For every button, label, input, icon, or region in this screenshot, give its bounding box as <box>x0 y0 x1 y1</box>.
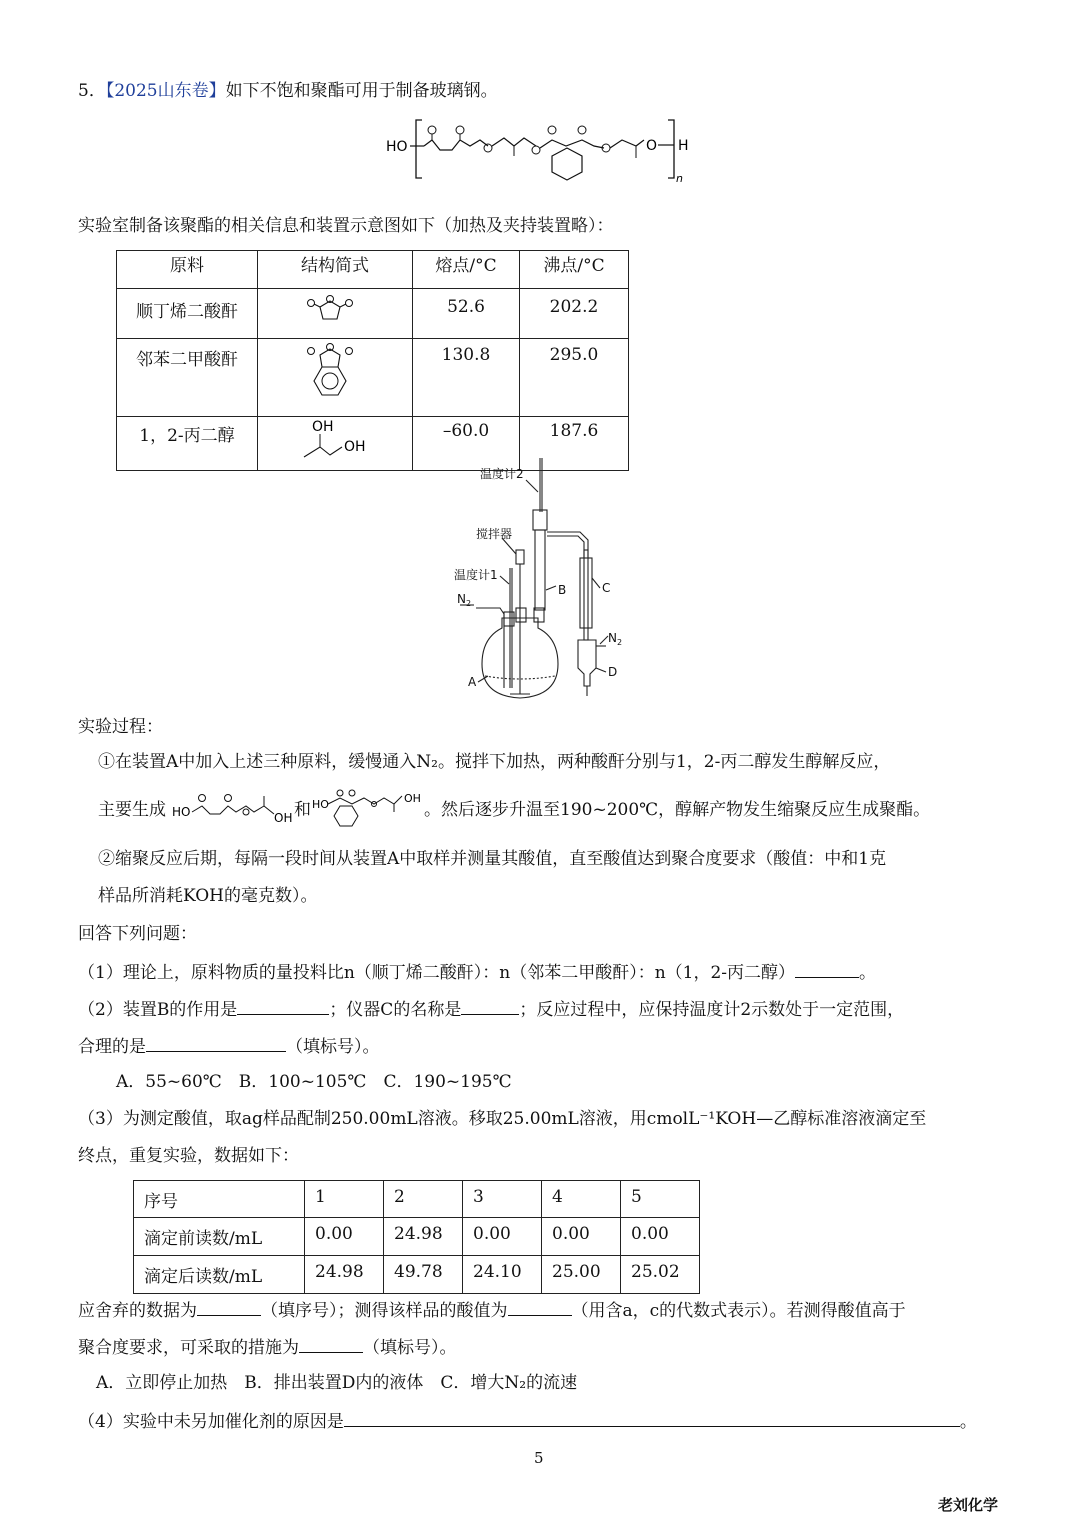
ho-label: HO <box>172 805 191 819</box>
materials-table <box>116 250 629 471</box>
answer-blank[interactable] <box>197 1299 261 1316</box>
table-cell: 0.00 <box>621 1218 700 1256</box>
q2-d: 合理的是 <box>78 1037 146 1057</box>
table-cell: 0.00 <box>463 1218 542 1256</box>
table-header: 熔点/°C <box>413 251 520 289</box>
table-cell: 25.02 <box>621 1256 700 1294</box>
table-cell: 4 <box>542 1181 621 1218</box>
step1-and: 和 <box>294 800 311 820</box>
table-row <box>117 339 629 417</box>
table-header: 沸点/°C <box>520 251 629 289</box>
ho-label: HO <box>312 798 329 811</box>
answer-blank[interactable] <box>795 961 859 978</box>
q4-end: 。 <box>959 1412 977 1432</box>
question-3-line2: 终点，重复实验，数据如下： <box>78 1146 299 1166</box>
step1-main: 主要生成 <box>98 800 166 820</box>
question-4 <box>78 1410 977 1432</box>
q2-a: （2）装置B的作用是 <box>78 1000 238 1020</box>
table-row <box>134 1218 700 1256</box>
question-source: 【2025山东卷】 <box>105 81 226 101</box>
label-c: C <box>602 581 611 595</box>
maleic-product-structure <box>170 788 298 828</box>
step1-after: 。然后逐步升温至190~200℃，醇解产物发生缩聚反应生成聚酯。 <box>424 800 931 820</box>
question-header <box>78 81 498 101</box>
q3-d: 聚合度要求，可采取的措施为 <box>78 1338 299 1358</box>
n2-in-label: $N_2$ <box>457 592 472 608</box>
question-number: 5． <box>78 81 106 101</box>
q1-text: （1）理论上，原料物质的量投料比n（顺丁烯二酸酐）：n（邻苯二甲酸酐）：n（1，2-丙二醇） <box>78 963 796 983</box>
answer-blank[interactable] <box>344 1410 960 1427</box>
table-cell: 滴定前读数/mL <box>134 1218 305 1256</box>
boiling-point: 187.6 <box>520 417 629 471</box>
oh-label: OH <box>312 419 334 435</box>
label-b: B <box>558 583 567 597</box>
table-row <box>134 1256 700 1294</box>
material-name: 邻苯二甲酸酐 <box>117 339 258 417</box>
polymer-o: O <box>646 138 658 154</box>
table-cell: 0.00 <box>542 1218 621 1256</box>
table-cell: 5 <box>621 1181 700 1218</box>
material-name: 1，2-丙二醇 <box>117 417 258 471</box>
procedure-step1-line2 <box>98 800 166 820</box>
q3-a: 应舍弃的数据为 <box>78 1301 197 1321</box>
table-row <box>134 1181 700 1218</box>
question-3-options: A．立即停止加热 B．排出装置D内的液体 C．增大N₂的流速 <box>96 1373 578 1393</box>
procedure-heading: 实验过程： <box>78 717 163 737</box>
melting-point: –60.0 <box>413 417 520 471</box>
titration-table <box>133 1180 700 1294</box>
table-cell: 24.98 <box>305 1256 384 1294</box>
boiling-point: 295.0 <box>520 339 629 417</box>
oh-label: OH <box>404 792 421 805</box>
thermometer1-label: 温度计1 <box>454 568 498 582</box>
q2-e: （填标号）。 <box>286 1037 380 1057</box>
page-number: 5 <box>534 1449 544 1467</box>
question-2-line1 <box>78 998 904 1020</box>
procedure-step1-line1: ①在装置A中加入上述三种原料，缓慢通入N₂。搅拌下加热，两种酸酐分别与1，2-丙二醇发生醇解反应， <box>98 752 891 772</box>
apparatus-diagram <box>440 458 640 702</box>
q4-text: （4）实验中未另加催化剂的原因是 <box>78 1412 344 1432</box>
answer-blank[interactable] <box>237 998 329 1015</box>
table-cell: 0.00 <box>305 1218 384 1256</box>
polymer-n: n <box>676 172 683 185</box>
table-cell: 滴定后读数/mL <box>134 1256 305 1294</box>
question-3-line1: （3）为测定酸值，取ag样品配制250.00mL溶液。移取25.00mL溶液，用cmolL⁻¹KOH—乙醇标准溶液滴定至 <box>78 1109 927 1129</box>
question-3-after-line2 <box>78 1336 457 1358</box>
material-name: 顺丁烯二酸酐 <box>117 289 258 339</box>
polymer-h: H <box>678 138 689 154</box>
question-2-options: A．55~60℃ B．100~105℃ C．190~195℃ <box>116 1072 512 1092</box>
q3-b: （填序号）；测得该样品的酸值为 <box>261 1301 508 1321</box>
watermark: 老刘化学 <box>938 1496 999 1514</box>
n2-out-label: $N_2$ <box>608 631 623 647</box>
answer-blank[interactable] <box>299 1336 363 1353</box>
propanediol-structure <box>258 417 412 465</box>
thermometer2-label: 温度计2 <box>480 467 524 481</box>
q1-end: 。 <box>859 963 877 983</box>
table-row <box>117 289 629 339</box>
table-cell: 49.78 <box>384 1256 463 1294</box>
phthalic-product-structure <box>312 788 426 834</box>
phthalic-anhydride-structure <box>258 339 412 411</box>
table-cell: 序号 <box>134 1181 305 1218</box>
table-cell: 25.00 <box>542 1256 621 1294</box>
procedure-step2-line1: ②缩聚反应后期，每隔一段时间从装置A中取样并测量其酸值，直至酸值达到聚合度要求（酸值：中和1克 <box>98 849 887 869</box>
polymer-structure <box>380 112 710 188</box>
table-cell: 1 <box>305 1181 384 1218</box>
label-a: A <box>468 675 477 689</box>
label-d: D <box>608 665 618 679</box>
oh-label: OH <box>274 811 293 825</box>
table-header: 结构简式 <box>258 251 413 289</box>
q3-c: （用含a，c的代数式表示）。若测得酸值高于 <box>571 1301 906 1321</box>
melting-point: 130.8 <box>413 339 520 417</box>
answer-blank[interactable] <box>508 1299 572 1316</box>
table-cell: 2 <box>384 1181 463 1218</box>
questions-heading: 回答下列问题： <box>78 924 197 944</box>
table-header: 原料 <box>117 251 258 289</box>
question-2-line2 <box>78 1035 380 1057</box>
answer-blank[interactable] <box>146 1035 286 1052</box>
question-1 <box>78 961 876 983</box>
question-intro: 如下不饱和聚酯可用于制备玻璃钢。 <box>225 81 498 101</box>
setup-text: 实验室制备该聚酯的相关信息和装置示意图如下（加热及夹持装置略）： <box>78 216 614 236</box>
table-cell: 24.10 <box>463 1256 542 1294</box>
table-cell: 24.98 <box>384 1218 463 1256</box>
procedure-step2-line2: 样品所消耗KOH的毫克数）。 <box>98 886 318 906</box>
boiling-point: 202.2 <box>520 289 629 339</box>
melting-point: 52.6 <box>413 289 520 339</box>
q2-b: ；仪器C的名称是 <box>329 1000 462 1020</box>
oh-label: OH <box>344 439 366 455</box>
maleic-anhydride-structure <box>258 289 412 333</box>
polymer-ho: HO <box>386 139 408 155</box>
table-cell: 3 <box>463 1181 542 1218</box>
q2-c: ；反应过程中，应保持温度计2示数处于一定范围， <box>519 1000 905 1020</box>
q3-e: （填标号）。 <box>363 1338 457 1358</box>
stirrer-label: 搅拌器 <box>476 527 513 541</box>
answer-blank[interactable] <box>461 998 519 1015</box>
question-3-after-line1 <box>78 1299 906 1321</box>
